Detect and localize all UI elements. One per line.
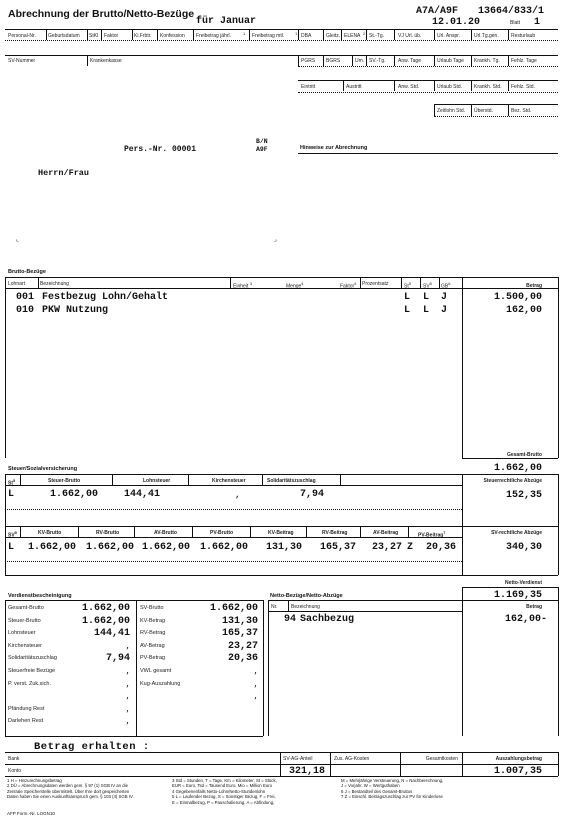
- col-betrag: Betrag: [526, 283, 542, 289]
- verdienst-left-value: ,: [125, 693, 130, 702]
- verdienst-left-value: 144,41: [93, 628, 130, 640]
- col-sv: $SV^5$: [423, 281, 432, 290]
- doc-code: A7A/A9F: [416, 6, 459, 17]
- label-krankenkasse: Krankenkasse: [90, 58, 122, 64]
- sv-right-label: SV-rechtliche Abzüge: [491, 530, 542, 536]
- verdienst-left-value: ,: [125, 718, 130, 727]
- col-steuer-brutto: Steuer-Brutto: [48, 478, 81, 484]
- verdienst-right-label: RV-Betrag: [140, 630, 166, 637]
- label-elena: ELENA: [344, 33, 361, 39]
- kirchensteuer-value: ,: [235, 491, 240, 500]
- col-kirchensteuer: Kirchensteuer: [212, 478, 246, 484]
- col-menge: Menge$^4$: [286, 281, 304, 290]
- section-title-brutto: Brutto-Bezüge: [8, 269, 46, 275]
- label-pgrs: PGRS: [301, 58, 316, 64]
- col-kv-brutto: KV-Brutto: [38, 530, 62, 536]
- verdienst-left-label: Gesamt-Brutto: [8, 605, 44, 611]
- col-faktor: Faktor$^4$: [340, 281, 357, 290]
- lohnart-gb: J: [441, 292, 448, 303]
- label-austritt: Austritt: [346, 84, 362, 90]
- soli-value: 7,94: [299, 489, 324, 500]
- label-vj-url: VJ Url. üb.: [398, 33, 422, 39]
- section-title-steuer: Steuer/Sozialversicherung: [8, 466, 78, 472]
- label-urlaub-std: Urlaub Std.: [437, 84, 463, 90]
- document-date: 12.01.20: [432, 17, 481, 28]
- col-av-brutto: AV-Brutto: [154, 530, 177, 536]
- verdienst-left-label: Pfändung Rest: [8, 705, 45, 712]
- verdienst-left-label: P. verst. Zuk.sich.: [8, 680, 51, 687]
- av-beitrag-value: 23,27: [371, 542, 402, 553]
- address-corner-mark: ⌟: [274, 237, 277, 243]
- verdienst-left-label: Kirchensteuer: [8, 642, 42, 649]
- steuer-right-value: 152,35: [505, 490, 542, 501]
- verdienst-left-value: 1.662,00: [81, 603, 130, 614]
- konto-label: Konto: [8, 768, 22, 774]
- kv-beitrag-value: 131,30: [265, 542, 302, 553]
- address-corner-mark: ⌞: [16, 237, 19, 243]
- verdienst-left-value: 7,94: [105, 653, 130, 665]
- rv-beitrag-value: 165,37: [319, 542, 356, 553]
- col-pv-brutto: PV-Brutto: [210, 530, 234, 536]
- a9f-code: A9F: [256, 146, 268, 153]
- label-ki-frbtr: Ki.Frbtr.: [134, 33, 152, 39]
- label-gleitz: Gleitz.: [326, 33, 341, 39]
- hint-label: Hinweise zur Abrechnung: [300, 145, 368, 151]
- label-fehlz-tage: Fehlz. Tage: [511, 58, 537, 64]
- verdienst-right-value: 1.662,00: [209, 603, 258, 614]
- lohnart-code: 010: [16, 305, 35, 316]
- label-anw-std: Anw. Std.: [398, 84, 420, 90]
- label-sv-nummer: SV-Nummer: [8, 58, 36, 64]
- av-brutto-value: 1.662,00: [141, 542, 190, 553]
- verdienst-left-value: ,: [125, 705, 130, 714]
- label-freibetrag-mtl-sup: 1: [295, 31, 298, 36]
- netto-verdienst-label: Netto-Verdienst: [505, 580, 542, 586]
- col-st: St$^5$: [404, 281, 411, 290]
- kv-brutto-value: 1.662,00: [27, 542, 76, 553]
- verdienst-left-label: Solidaritätszuschlag: [8, 655, 57, 662]
- pers-nr-label: Pers.-Nr. 00001: [124, 145, 197, 154]
- label-urlaub-tage: Urlaub Tage: [437, 58, 464, 64]
- label-ueberstd: Überstd.: [474, 108, 493, 114]
- col-nettobez-bezeichnung: Bezeichnung: [291, 604, 320, 610]
- nettobez-right-label: Betrag: [526, 604, 542, 610]
- verdienst-right-label: VWL gesamt: [140, 668, 172, 674]
- verdienst-right-value: ,: [253, 680, 258, 689]
- col-bezeichnung: Bezeichnung: [40, 281, 69, 287]
- verdienst-left-value: ,: [125, 680, 130, 689]
- sv-ag-value: 321,18: [288, 766, 325, 777]
- lohnsteuer-value: 144,41: [123, 489, 160, 500]
- verdienst-left-value: 1.662,00: [81, 615, 130, 627]
- footnotes-col1: 1 H = Hinzurechnungsbetrag 2 DÜ = Abrechnungsdaten werden gem. § 97 (1) SGB IV an die Zentrale Speicherstelle übermittelt. Über Ihre dort gespeicherten Daten haben Sie einen Auskunftsanspruch gem. § 103 (4) SGB IV.: [7, 778, 134, 800]
- verdienst-right-label: PV-Betrag: [140, 655, 166, 662]
- zus-ag-label: Zus. AG-Kosten: [334, 756, 370, 762]
- verdienst-right-value: 165,37: [221, 628, 258, 640]
- label-freibetrag-mtl: Freibetrag mtl.: [252, 33, 285, 39]
- label-st-tg: St.-Tg.: [369, 33, 385, 39]
- col-rv-beitrag: RV-Beitrag: [322, 530, 348, 536]
- lohnart-gb: J: [441, 305, 448, 316]
- col-soli: Solidaritätszuschlag: [267, 478, 316, 484]
- label-bez-std: Bez. Std.: [511, 108, 532, 114]
- sheet-label: Blatt: [510, 20, 521, 26]
- doc-number: 13664/833/1: [478, 6, 545, 17]
- label-url-anspr: Url. Anspr.: [437, 33, 461, 39]
- label-sv-tg: SV.-Tg.: [369, 58, 386, 64]
- label-krankh-std: Krankh. Std.: [474, 84, 502, 90]
- label-freibetrag-jaehrl: Freibetrag jährl.: [196, 33, 232, 39]
- label-resturlaub: Resturlaub: [511, 33, 536, 39]
- label-url-tg-gen: Url.Tg.gen.: [474, 33, 499, 39]
- verdienst-left-label: Lohnsteuer: [8, 630, 36, 637]
- verdienst-right-value: ,: [253, 693, 258, 702]
- gesamt-brutto-value: 1.662,00: [493, 463, 542, 474]
- sv-flag-value: L: [8, 542, 15, 553]
- label-krankh-tg: Krankh. Tg.: [474, 58, 500, 64]
- col-nr: Nr.: [271, 604, 278, 610]
- label-zeitlohn-std: Zeitlohn Std.: [437, 108, 466, 114]
- verdienst-right-label: AV-Betrag: [140, 642, 165, 649]
- verdienst-right-value: 23,27: [227, 640, 258, 652]
- lohnart-name: PKW Nutzung: [42, 305, 109, 316]
- verdienst-right-value: 20,36: [227, 653, 258, 665]
- col-lohnsteuer: Lohnsteuer: [143, 478, 171, 484]
- betrag-erhalten: Betrag erhalten :: [34, 741, 150, 753]
- label-bgrs: BGRS: [326, 58, 341, 64]
- sv-ag-label: SV-AG-Anteil: [283, 756, 313, 762]
- gesamtkosten-label: Gesamtkosten: [425, 756, 458, 762]
- label-eintritt: Eintritt: [301, 84, 316, 90]
- steuer-brutto-value: 1.662,00: [49, 489, 98, 500]
- sheet-number: 1: [534, 17, 541, 28]
- col-av-beitrag: AV-Beitrag: [373, 530, 399, 536]
- auszahlung-label: Auszahlungsbetrag: [495, 756, 542, 762]
- col-rv-brutto: RV-Brutto: [96, 530, 120, 536]
- verdienst-right-label: Kug-Auszahlung: [140, 680, 181, 687]
- pv-flag-value: Z: [407, 542, 414, 553]
- section-title-verdienst: Verdienstbescheinigung: [8, 593, 72, 599]
- label-um: Um.: [355, 58, 365, 64]
- col-gb: $GB^6$: [441, 281, 451, 290]
- col-lohnart: Lohnart: [8, 281, 25, 287]
- verdienst-left-label: Steuer-Brutto: [8, 617, 41, 624]
- label-freibetrag-jaehrl-sup: 1: [243, 31, 246, 36]
- nettobez-name: Sachbezug: [300, 614, 355, 625]
- bank-label: Bank: [8, 756, 20, 762]
- lohnart-betrag: 1.500,00: [493, 292, 542, 303]
- nettobez-nr: 94: [284, 614, 297, 625]
- auszahlung-value: 1.007,35: [493, 766, 542, 777]
- section-title-nettobezuege: Netto-Bezüge/Netto-Abzüge: [270, 593, 343, 599]
- col-sv-flag: $SV^5$: [8, 530, 17, 539]
- lohnart-st: L: [404, 292, 411, 303]
- label-elena-sup: 2: [363, 31, 366, 36]
- lohnart-sv: L: [423, 305, 430, 316]
- pv-brutto-value: 1.662,00: [199, 542, 248, 553]
- verdienst-left-value: ,: [125, 642, 130, 651]
- verdienst-right-label: KV-Betrag: [140, 617, 166, 624]
- col-kv-beitrag: KV-Beitrag: [268, 530, 294, 536]
- lohnart-betrag: 162,00: [505, 305, 542, 316]
- verdienst-left-value: ,: [125, 668, 130, 676]
- month-label: für Januar: [196, 16, 257, 27]
- lohnart-st: L: [404, 305, 411, 316]
- verdienst-right-value: 131,30: [221, 615, 258, 627]
- footnotes-col3: M = Mehrjährige Versteuerung, N = Nachberechnung, J = Vorjahr, W = Wertguthaben 6 J = Bestandteil des Gesamt-Bruttos 7 Z = Einschl. Beitragszuschlag zur PV für Kinderlose: [341, 778, 444, 800]
- label-faktor: Faktor: [104, 33, 119, 39]
- verdienst-left-label: Steuerfreie Bezüge: [8, 668, 56, 674]
- col-prozentsatz: Prozentsatz: [362, 281, 389, 287]
- verdienst-left-label: Darlehen Rest: [8, 718, 44, 725]
- label-fehlz-std: Fehlz. Std.: [511, 84, 535, 90]
- verdienst-right-label: SV-Brutto: [140, 605, 164, 611]
- col-pv-beitrag: PV-Beitrag$^7$: [418, 530, 446, 539]
- col-steuer-st: St$^5$: [8, 478, 16, 487]
- col-einheit: Einheit $^3$: [233, 281, 252, 290]
- form-code: AFP Form.-Nr. LOGN10: [7, 811, 55, 816]
- steuer-st-value: L: [8, 489, 15, 500]
- label-konfession: Konfession: [160, 33, 185, 39]
- label-stkl: StKl: [89, 33, 99, 39]
- netto-verdienst-value: 1.169,35: [493, 590, 542, 601]
- page-title: Abrechnung der Brutto/Netto-Bezüge: [8, 8, 195, 20]
- footnotes-col2: 3 Std = Stunden, T = Tage, Km = Kilometer, St = Stück, EUR = Euro, Tsd = Tausend Euro, Mio = Million Euro 4 Gegebenenfalls Netto-Lohn/Netto-Stundenlohn 5 L = Laufender Bezug, S = Sonstiger Bezug, F = Frei, E = Einmalbezug, P = Pauschalierung, A = Abfindung,: [172, 778, 277, 805]
- lohnart-sv: L: [423, 292, 430, 303]
- sv-right-value: 340,30: [505, 542, 542, 553]
- label-anw-tage: Anw. Tage: [398, 58, 421, 64]
- label-dba: DBA: [301, 33, 312, 39]
- nettobez-right-value: 162,00-: [504, 614, 547, 625]
- pv-beitrag-value: 20,36: [425, 542, 456, 553]
- gesamt-brutto-label: Gesamt-Brutto: [506, 452, 542, 458]
- label-personal-nr: Personal-Nr.: [8, 33, 36, 39]
- bn-code: B/N: [256, 138, 268, 145]
- label-geburtsdatum: Geburtsdatum: [48, 33, 80, 39]
- verdienst-right-value: ,: [253, 668, 258, 676]
- rv-brutto-value: 1.662,00: [85, 542, 134, 553]
- lohnart-name: Festbezug Lohn/Gehalt: [42, 292, 169, 303]
- salutation: Herrn/Frau: [38, 168, 90, 178]
- lohnart-code: 001: [16, 292, 35, 303]
- steuer-right-label: Steuerrechtliche Abzüge: [483, 478, 542, 484]
